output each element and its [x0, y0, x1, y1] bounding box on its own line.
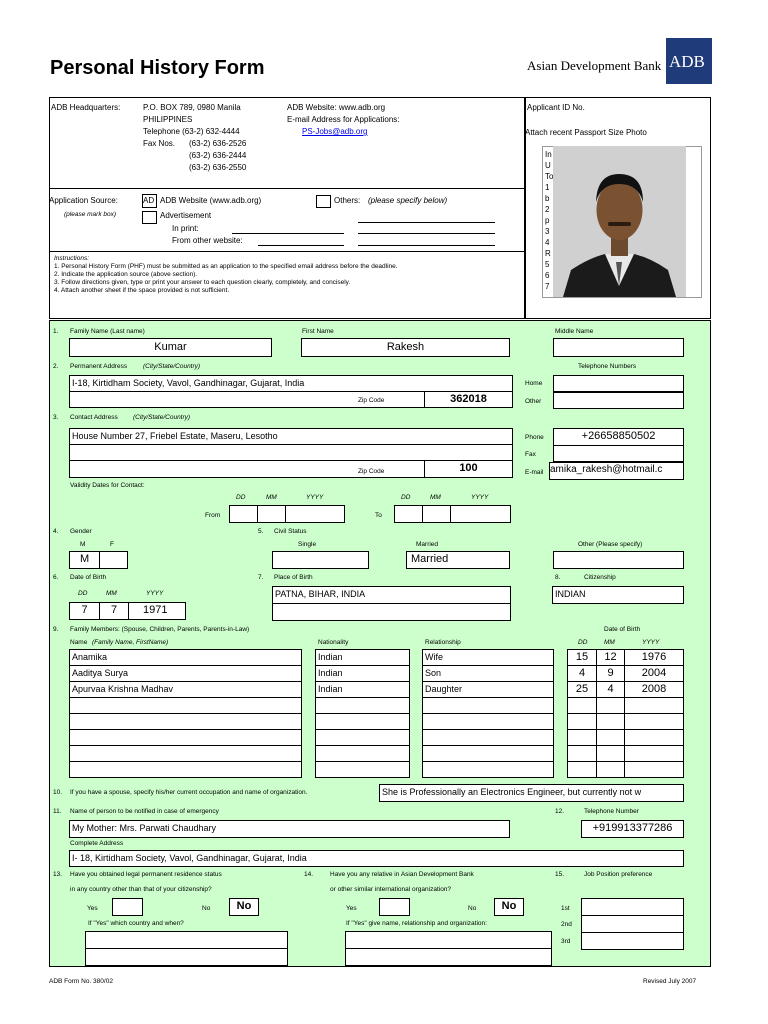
dob-yyyy-field[interactable]: 1971 [128, 602, 186, 620]
family-member-rel-cell[interactable] [422, 745, 554, 762]
photo-background-fragment: 7 [545, 282, 550, 291]
validity-from-dd-field[interactable] [229, 505, 258, 523]
married-label: Married [416, 541, 439, 548]
hq-address-1: P.O. BOX 789, 0980 Manila [143, 103, 241, 112]
family-member-nat-cell[interactable]: Indian [315, 665, 410, 682]
q14-no-field[interactable]: No [494, 898, 524, 916]
q1-number: 1. [53, 328, 59, 335]
others-checkbox[interactable] [316, 195, 331, 208]
dob-mm-field[interactable]: 7 [99, 602, 129, 620]
others-line-3[interactable] [358, 245, 495, 246]
spouse-occupation-field[interactable]: She is Professionally an Electronics Engineer, but currently not w [379, 784, 684, 802]
family-member-name-cell[interactable] [69, 745, 302, 762]
photo-background-fragment: 5 [545, 260, 550, 269]
family-member-name-cell[interactable] [69, 713, 302, 730]
family-name-field[interactable]: Kumar [69, 338, 272, 357]
family-member-yyyy-cell[interactable] [624, 713, 684, 730]
q14-no-label: No [468, 905, 477, 912]
other-phone-field[interactable] [553, 392, 684, 409]
contact-zip-field[interactable]: 100 [424, 460, 513, 478]
hq-telephone: Telephone (63-2) 632-4444 [143, 127, 240, 136]
family-member-nat-cell[interactable] [315, 745, 410, 762]
fax-label: Fax Nos. [143, 139, 176, 148]
other-status-label: Other (Please specify) [578, 541, 643, 548]
photo-background-fragment: To [545, 172, 554, 181]
q14-followup-field-2[interactable] [345, 948, 552, 966]
family-member-nat-cell[interactable] [315, 729, 410, 746]
adb-logo-badge [666, 38, 712, 84]
family-member-nat-cell[interactable] [315, 761, 410, 778]
family-member-rel-cell[interactable]: Daughter [422, 681, 554, 698]
home-phone-field[interactable] [553, 375, 684, 392]
job-pref-1st-field[interactable] [581, 898, 684, 916]
permanent-zip-field[interactable]: 362018 [424, 391, 513, 408]
q14-number: 14. [304, 871, 314, 878]
validity-to-mm-field[interactable] [422, 505, 451, 523]
family-member-rel-cell[interactable] [422, 729, 554, 746]
dob-mm-label: MM [106, 590, 117, 597]
photo-background-fragment: In [545, 150, 552, 159]
family-member-dd-cell[interactable] [567, 761, 597, 778]
contact-address-hint: (City/State/Country) [133, 414, 191, 421]
spouse-occupation-label: If you have a spouse, specify his/her current occupation and name of organization. [70, 789, 308, 796]
relationship-col-header: Relationship [425, 639, 461, 646]
family-member-rel-cell[interactable] [422, 697, 554, 714]
email-label: E-mail Address for Applications: [287, 115, 400, 124]
family-name-col-header: Name [70, 639, 88, 646]
family-member-dd-cell[interactable] [567, 697, 597, 714]
family-member-mm-cell[interactable] [596, 729, 625, 746]
dob-dd-label: DD [78, 590, 88, 597]
validity-from-label: From [205, 512, 221, 519]
family-mm-col-header: MM [604, 639, 615, 646]
family-member-name-cell[interactable]: Anamika [69, 649, 302, 666]
q13-no-field[interactable]: No [229, 898, 259, 916]
q13-followup-field-1[interactable] [85, 931, 288, 949]
job-pref-3rd-label: 3rd [561, 938, 571, 945]
q13-yes-field[interactable] [112, 898, 143, 916]
q7-number: 7. [258, 574, 264, 581]
family-member-nat-cell[interactable]: Indian [315, 649, 410, 666]
family-member-mm-cell[interactable] [596, 697, 625, 714]
revised-date: Revised July 2007 [643, 978, 697, 985]
q13-label-1: Have you obtained legal permanent residence status [70, 871, 222, 878]
other-status-field[interactable] [553, 551, 684, 569]
adb-website-label: ADB Website (www.adb.org) [160, 196, 262, 205]
family-member-yyyy-cell[interactable] [624, 761, 684, 778]
photo-background-fragment: 4 [545, 238, 550, 247]
family-member-yyyy-cell[interactable]: 2004 [624, 665, 684, 682]
q15-number: 15. [555, 871, 565, 878]
first-name-field[interactable]: Rakesh [301, 338, 510, 357]
place-of-birth-label: Place of Birth [274, 574, 313, 581]
job-pref-2nd-field[interactable] [581, 915, 684, 933]
family-yyyy-col-header: YYYY [642, 639, 660, 646]
q13-followup-label: If "Yes" which country and when? [88, 920, 184, 927]
q14-label-2: or other similar international organization? [330, 886, 452, 893]
q13-no-label: No [202, 905, 211, 912]
fax-1: (63-2) 636-2526 [189, 139, 247, 148]
in-print-label: In print: [172, 224, 199, 233]
family-dob-header: Date of Birth [604, 626, 641, 633]
family-member-nat-cell[interactable] [315, 713, 410, 730]
validity-to-yyyy-label: YYYY [471, 494, 489, 501]
instruction-1: 1. Personal History Form (PHF) must be submitted as an application to the specified email address before the deadline. [54, 263, 398, 270]
logo-badge-text: ADB [669, 52, 705, 71]
q14-followup-field-1[interactable] [345, 931, 552, 949]
single-field[interactable] [272, 551, 369, 569]
family-dd-col-header: DD [578, 639, 588, 646]
family-member-dd-cell[interactable] [567, 745, 597, 762]
validity-from-mm-label: MM [266, 494, 277, 501]
other-website-label: From other website: [172, 236, 243, 245]
contact-email-label: E-mail [525, 469, 544, 476]
q11-number: 11. [53, 808, 62, 815]
family-member-dd-cell[interactable]: 25 [567, 681, 597, 698]
family-member-name-cell[interactable]: Aaditya Surya [69, 665, 302, 682]
q2-number: 2. [53, 363, 59, 370]
family-member-mm-cell[interactable]: 12 [596, 649, 625, 666]
q8-number: 8. [555, 574, 561, 581]
permanent-address-hint: (City/State/Country) [143, 363, 201, 370]
family-member-rel-cell[interactable]: Son [422, 665, 554, 682]
family-name-label: Family Name (Last name) [70, 328, 145, 335]
family-member-yyyy-cell[interactable]: 2008 [624, 681, 684, 698]
job-pref-1st-label: 1st [561, 905, 570, 912]
family-member-mm-cell[interactable] [596, 713, 625, 730]
source-hint: (please mark box) [64, 211, 117, 218]
family-member-rel-cell[interactable] [422, 713, 554, 730]
email-link[interactable]: PS-Jobs@adb.org [302, 127, 368, 136]
gender-f-label: F [110, 541, 114, 548]
validity-from-yyyy-field[interactable] [285, 505, 345, 523]
hq-address-2: PHILIPPINES [143, 115, 193, 124]
family-member-name-cell[interactable] [69, 761, 302, 778]
fax-3: (63-2) 636-2550 [189, 163, 247, 172]
q13-label-2: in any country other than that of your citizenship? [70, 886, 212, 893]
contact-address-field-2[interactable] [69, 444, 513, 461]
contact-fax-label: Fax [525, 451, 536, 458]
family-member-nat-cell[interactable] [315, 697, 410, 714]
family-member-dd-cell[interactable] [567, 729, 597, 746]
q3-number: 3. [53, 414, 59, 421]
family-member-mm-cell[interactable] [596, 745, 625, 762]
gender-f-field[interactable] [99, 551, 128, 569]
header-divider-2 [49, 251, 525, 252]
family-member-mm-cell[interactable]: 4 [596, 681, 625, 698]
contact-address-label: Contact Address [70, 414, 118, 421]
advertisement-label: Advertisement [160, 211, 212, 220]
emergency-phone-field[interactable]: +919913377286 [581, 820, 684, 838]
other-website-line[interactable] [258, 245, 344, 246]
place-of-birth-field-2[interactable] [272, 603, 511, 621]
emergency-contact-field[interactable]: My Mother: Mrs. Parwati Chaudhary [69, 820, 510, 838]
citizenship-field[interactable]: INDIAN [552, 586, 684, 604]
emergency-contact-label: Name of person to be notified in case of emergency [70, 808, 219, 815]
website-text: ADB Website: www.adb.org [287, 103, 386, 112]
contact-phone-label: Phone [525, 434, 544, 441]
dob-dd-field[interactable]: 7 [69, 602, 100, 620]
place-of-birth-field[interactable]: PATNA, BIHAR, INDIA [272, 586, 511, 604]
q14-label-1: Have you any relative in Asian Development Bank [330, 871, 474, 878]
family-member-yyyy-cell[interactable] [624, 697, 684, 714]
person-photo-icon [553, 146, 686, 297]
permanent-address-field[interactable]: I-18, Kirtidham Society, Vavol, Gandhinagar, Gujarat, India [69, 375, 513, 392]
validity-to-dd-label: DD [401, 494, 411, 501]
civil-status-label: Civil Status [274, 528, 307, 535]
job-pref-2nd-label: 2nd [561, 921, 572, 928]
first-name-label: First Name [302, 328, 334, 335]
family-name-col-hint: (Family Name, FirstName) [92, 639, 169, 646]
validity-from-dd-label: DD [236, 494, 246, 501]
contact-zip-label: Zip Code [358, 468, 385, 475]
family-member-yyyy-cell[interactable]: 1976 [624, 649, 684, 666]
other-phone-label: Other [525, 398, 542, 405]
gender-m-field[interactable]: M [69, 551, 100, 569]
photo-background-fragment: R [545, 249, 551, 258]
photo-background-fragment: 1 [545, 183, 550, 192]
family-member-mm-cell[interactable] [596, 761, 625, 778]
validity-to-label: To [375, 512, 382, 519]
photo-background-fragment: 2 [545, 205, 550, 214]
validity-from-yyyy-label: YYYY [306, 494, 324, 501]
telephone-number-label: Telephone Number [584, 808, 639, 815]
in-print-line[interactable] [232, 233, 344, 234]
home-phone-label: Home [525, 380, 543, 387]
photo-background-fragment: 3 [545, 227, 550, 236]
q14-yes-label: Yes [346, 905, 357, 912]
photo-label: Attach recent Passport Size Photo [525, 128, 647, 137]
q13-followup-field-2[interactable] [85, 948, 288, 966]
instructions-title: Instructions: [54, 255, 90, 262]
family-member-dd-cell[interactable] [567, 713, 597, 730]
q5-number: 5. [258, 528, 264, 535]
contact-fax-field[interactable] [553, 445, 684, 462]
complete-address-label: Complete Address [70, 840, 124, 847]
source-label: Application Source: [49, 196, 118, 205]
others-line-2[interactable] [358, 233, 495, 234]
family-members-label: Family Members: (Spouse, Children, Parents, Parents-in-Law) [70, 626, 250, 633]
q10-number: 10. [53, 789, 63, 796]
instruction-4: 4. Attach another sheet if the space provided is not sufficient. [54, 287, 230, 294]
family-member-rel-cell[interactable] [422, 761, 554, 778]
photo-background-fragment: b [545, 194, 550, 203]
q9-number: 9. [53, 626, 59, 633]
q13-number: 13. [53, 871, 63, 878]
applicant-id-label: Applicant ID No. [527, 103, 585, 112]
gender-label: Gender [70, 528, 92, 535]
family-member-dd-cell[interactable]: 4 [567, 665, 597, 682]
contact-address-field[interactable]: House Number 27, Friebel Estate, Maseru, Lesotho [69, 428, 513, 445]
validity-to-mm-label: MM [430, 494, 441, 501]
instruction-2: 2. Indicate the application source (above section). [54, 271, 198, 278]
nationality-col-header: Nationality [318, 639, 349, 646]
q14-followup-label: If "Yes" give name, relationship and organization: [346, 920, 487, 927]
job-pref-3rd-field[interactable] [581, 932, 684, 950]
advertisement-checkbox[interactable] [142, 211, 157, 224]
middle-name-label: Middle Name [555, 328, 594, 335]
family-member-nat-cell[interactable]: Indian [315, 681, 410, 698]
page-title: Personal History Form [50, 57, 265, 79]
family-member-rel-cell[interactable]: Wife [422, 649, 554, 666]
contact-email-field[interactable]: amika_rakesh@hotmail.c [549, 462, 684, 480]
hq-label: ADB Headquarters: [51, 103, 121, 112]
passport-photo [553, 146, 686, 297]
others-hint: (please specify below) [368, 196, 448, 205]
permanent-address-label: Permanent Address [70, 363, 128, 370]
q13-yes-label: Yes [87, 905, 98, 912]
validity-to-yyyy-field[interactable] [450, 505, 511, 523]
family-member-yyyy-cell[interactable] [624, 745, 684, 762]
permanent-zip-label: Zip Code [358, 397, 385, 404]
adb-website-checkbox[interactable]: AD [142, 194, 157, 208]
single-label: Single [298, 541, 317, 548]
form-number: ADB Form No. 380/02 [49, 978, 113, 985]
photo-background-fragment: U [545, 161, 551, 170]
others-label: Others: [334, 196, 361, 205]
q6-number: 6. [53, 574, 59, 581]
citizenship-label: Citizenship [584, 574, 616, 581]
validity-from-mm-field[interactable] [257, 505, 286, 523]
family-member-dd-cell[interactable]: 15 [567, 649, 597, 666]
photo-background-fragment: 6 [545, 271, 550, 280]
photo-background-fragment: p [545, 216, 550, 225]
instruction-3: 3. Follow directions given, type or print your answer to each question clearly, completely, and concisely. [54, 279, 351, 286]
family-member-name-cell[interactable] [69, 729, 302, 746]
header-divider-1 [49, 188, 525, 189]
family-member-yyyy-cell[interactable] [624, 729, 684, 746]
fax-2: (63-2) 636-2444 [189, 151, 247, 160]
middle-name-field[interactable] [553, 338, 684, 357]
q14-yes-field[interactable] [379, 898, 410, 916]
logo-text: Asian Development Bank [527, 58, 662, 73]
validity-dates-label: Validity Dates for Contact: [70, 482, 145, 489]
q12-number: 12. [555, 808, 565, 815]
telephone-numbers-label: Telephone Numbers [578, 363, 637, 370]
job-preference-label: Job Position preference [584, 871, 653, 878]
gender-m-label: M [80, 541, 86, 548]
validity-to-dd-field[interactable] [394, 505, 423, 523]
contact-phone-field[interactable]: +26658850502 [553, 428, 684, 446]
married-field[interactable]: Married [406, 551, 510, 569]
others-line-1[interactable] [358, 222, 495, 223]
family-member-mm-cell[interactable]: 9 [596, 665, 625, 682]
date-of-birth-label: Date of Birth [70, 574, 107, 581]
q4-number: 4. [53, 528, 59, 535]
family-member-name-cell[interactable]: Apurvaa Krishna Madhav [69, 681, 302, 698]
family-member-name-cell[interactable] [69, 697, 302, 714]
dob-yyyy-label: YYYY [146, 590, 164, 597]
complete-address-field[interactable]: I- 18, Kirtidham Society, Vavol, Gandhinagar, Gujarat, India [69, 850, 684, 867]
